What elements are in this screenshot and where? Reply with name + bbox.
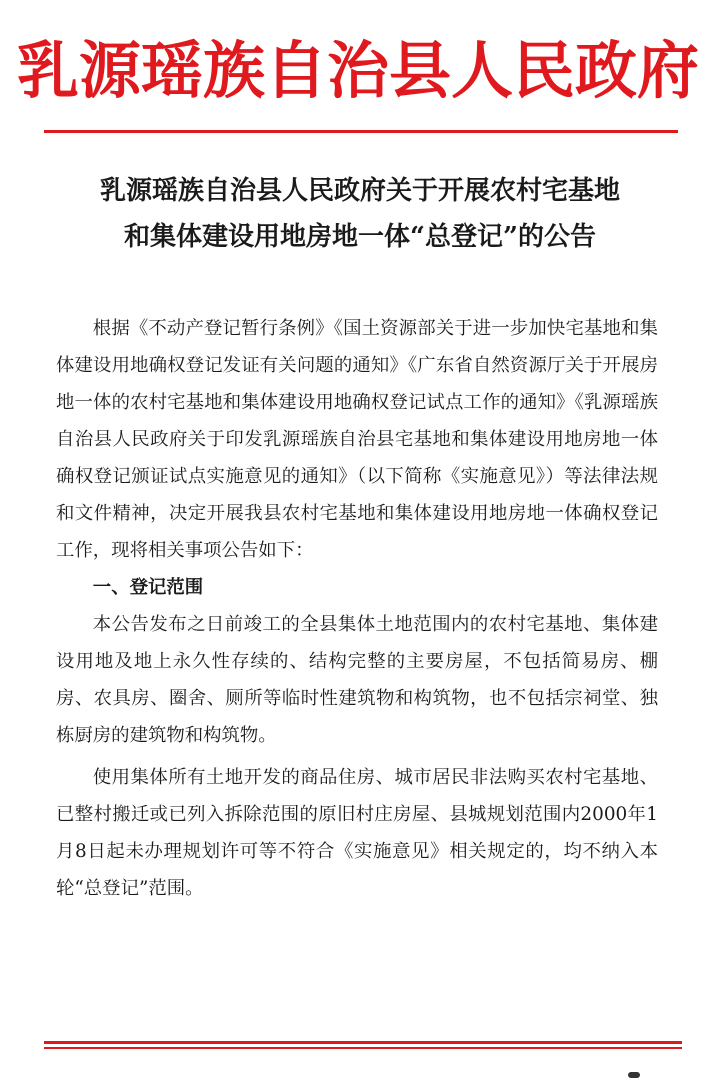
document-title [40,168,680,260]
document-body [56,310,658,907]
intro-paragraph: 根据《不动产登记暂行条例》《国土资源部关于进一步加快宅基地和集体建设用地确权登记发证有关问题的通知》《广东省自然资源厅关于开展房地一体的农村宅基地和集体建设用地确权登记试点工作的通知》《乳源瑶族自治县人民政府关于印发乳源瑶族自治县宅基地和集体建设用地房地一体确权登记颁证试点实施意见的通知》（以下简称《实施意见》）等法律法规和文件精神，决定开展我县农村宅基地和集体建设用地房地一体确权登记工作，现将相关事项公告如下： [56,318,658,561]
title-line-2: 和集体建设用地房地一体“总登记”的公告 [124,222,596,252]
footer-divider-thick [44,1041,682,1044]
section-heading-scope: 一、登记范围 [92,577,204,598]
exclusion-paragraph: 使用集体所有土地开发的商品住房、城市居民非法购买农村宅基地、已整村搬迁或已列入拆除范围的原旧村庄房屋、县城规划范围内2000年1月8日起未办理规划许可等不符合《实施意见》相关规定的，均不纳入本轮“总登记”范围。 [56,767,658,899]
masthead-title: 乳源瑶族自治县人民政府 [16,34,699,107]
page-corner-mark [628,1072,640,1078]
footer-divider-thin [44,1047,682,1049]
scope-paragraph: 本公告发布之日前竣工的全县集体土地范围内的农村宅基地、集体建设用地及地上永久性存续的、结构完整的主要房屋，不包括简易房、棚房、农具房、圈舍、厕所等临时性建筑物和构筑物，也不包括宗祠堂、独栋厨房的建筑物和构筑物。 [56,614,658,746]
masthead-divider [44,130,678,133]
title-line-1: 乳源瑶族自治县人民政府关于开展农村宅基地 [99,176,620,206]
